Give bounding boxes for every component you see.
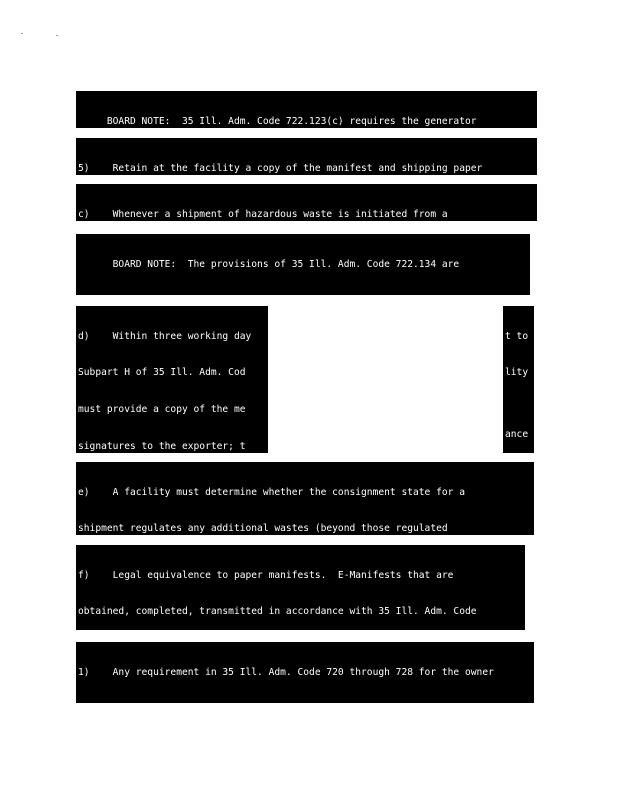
board-note-block (76, 234, 530, 295)
text-line: lity (505, 367, 529, 379)
scan-speck (56, 35, 58, 36)
text-line: f) Legal equivalence to paper manifests. E-Manifests that are (78, 569, 454, 581)
text-line: Subpart H of 35 Ill. Adm. Cod (78, 367, 246, 379)
text-line: e) A facility must determine whether the consignment state for a (78, 486, 465, 498)
text-line: 5) Retain at the facility a copy of the manifest and shipping paper (78, 162, 483, 174)
text-line: must provide a copy of the me (78, 404, 246, 416)
paragraph-block (76, 642, 534, 703)
scan-speck (21, 33, 23, 34)
paragraph-block (76, 462, 534, 535)
text-line: BOARD NOTE: 35 Ill. Adm. Code 722.123(c) requires the generator (78, 115, 477, 127)
text-line: obtained, completed, transmitted in accordance with 35 Ill. Adm. Code (78, 606, 477, 618)
text-line: t to (505, 330, 529, 342)
text-line: ance (505, 428, 529, 440)
text-line: shipment regulates any additional wastes (beyond those regulated (78, 523, 448, 535)
text-line: signatures to the exporter; t (78, 441, 246, 453)
board-note-block (76, 91, 537, 128)
text-line: BOARD NOTE: The provisions of 35 Ill. Adm. Code 722.134 are (78, 258, 460, 270)
paragraph-block (76, 545, 525, 630)
text-line: c) Whenever a shipment of hazardous waste is initiated from a (78, 208, 448, 220)
partially-redacted-paragraph-right (503, 306, 534, 453)
text-line: 1) Any requirement in 35 Ill. Adm. Code 720 through 728 for the owner (78, 666, 494, 678)
paragraph-block (76, 184, 537, 221)
partially-redacted-paragraph-left (76, 306, 268, 453)
text-line: d) Within three working day (78, 330, 252, 342)
paragraph-block (76, 138, 537, 175)
